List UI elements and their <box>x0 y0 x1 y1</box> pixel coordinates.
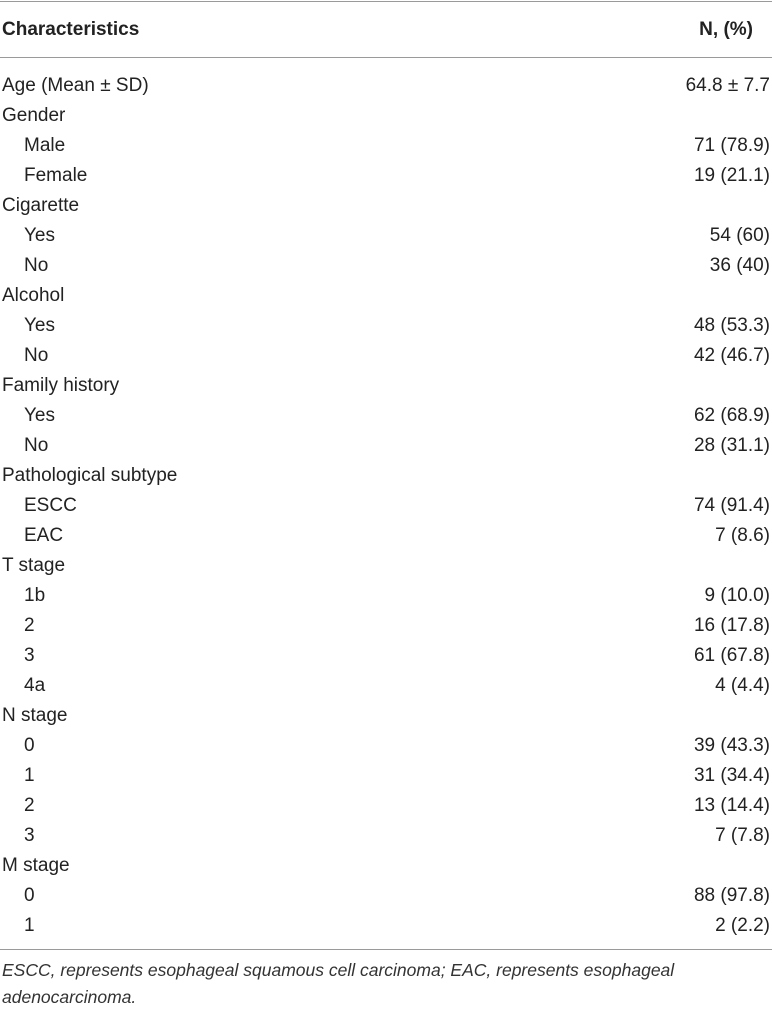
row-label: Age (Mean ± SD) <box>2 75 149 96</box>
row-value: 74 (91.4) <box>693 495 770 516</box>
table-row-category <box>0 71 772 101</box>
table-row-subitem <box>0 431 772 461</box>
row-value: 39 (43.3) <box>693 735 770 756</box>
row-label: Male <box>24 135 66 156</box>
row-label: 4a <box>24 675 46 696</box>
row-value: 19 (21.1) <box>693 165 770 186</box>
row-label: T stage <box>2 555 66 576</box>
row-label: Alcohol <box>2 285 65 306</box>
row-label: N stage <box>2 705 68 726</box>
table-row-subitem <box>0 161 772 191</box>
row-value: 13 (14.4) <box>693 795 770 816</box>
row-label: No <box>24 255 49 276</box>
row-label: Female <box>24 165 88 186</box>
table-row-category <box>0 461 772 491</box>
table-row-subitem <box>0 521 772 551</box>
table-row-category <box>0 191 772 221</box>
row-value: 4 (4.4) <box>715 675 770 696</box>
row-value: 64.8 ± 7.7 <box>685 75 770 96</box>
table-row-category <box>0 101 772 131</box>
table-row-subitem <box>0 311 772 341</box>
row-value: 62 (68.9) <box>693 405 770 426</box>
row-label: Yes <box>24 315 55 336</box>
row-label: 2 <box>24 615 35 636</box>
table-row-category <box>0 701 772 731</box>
row-value: 31 (34.4) <box>693 765 770 786</box>
table-row-subitem <box>0 611 772 641</box>
table-row-subitem <box>0 911 772 941</box>
table-row-subitem <box>0 131 772 161</box>
table-body <box>0 58 772 949</box>
table-footnote: ESCC, represents esophageal squamous cell carcinoma; EAC, represents esophageal adenocarcinoma. <box>2 960 675 1007</box>
row-label: M stage <box>2 855 70 876</box>
row-value: 88 (97.8) <box>693 885 770 906</box>
row-label: 0 <box>24 885 35 906</box>
row-label: 0 <box>24 735 35 756</box>
row-value: 2 (2.2) <box>715 915 770 936</box>
characteristics-table <box>0 1 772 1011</box>
table-row-category <box>0 281 772 311</box>
row-value: 48 (53.3) <box>693 315 770 336</box>
table-row-subitem <box>0 821 772 851</box>
table-row-category <box>0 371 772 401</box>
row-value: 16 (17.8) <box>693 615 770 636</box>
row-label: 2 <box>24 795 35 816</box>
row-label: 1 <box>24 915 35 936</box>
table-row-subitem <box>0 341 772 371</box>
row-label: Yes <box>24 405 55 426</box>
row-value: 36 (40) <box>709 255 770 276</box>
row-value: 7 (7.8) <box>715 825 770 846</box>
table-row-subitem <box>0 731 772 761</box>
table-row-category <box>0 851 772 881</box>
table-row-subitem <box>0 881 772 911</box>
table-row-category <box>0 551 772 581</box>
row-label: Yes <box>24 225 55 246</box>
table-row-subitem <box>0 761 772 791</box>
table-row-subitem <box>0 581 772 611</box>
row-value: 61 (67.8) <box>693 645 770 666</box>
row-value: 42 (46.7) <box>693 345 770 366</box>
row-label: 3 <box>24 645 35 666</box>
row-label: 3 <box>24 825 35 846</box>
table-row-subitem <box>0 641 772 671</box>
row-value: 71 (78.9) <box>693 135 770 156</box>
row-label: No <box>24 345 49 366</box>
row-value: 28 (31.1) <box>693 435 770 456</box>
row-label: 1 <box>24 765 35 786</box>
row-label: Pathological subtype <box>2 465 178 486</box>
row-label: No <box>24 435 49 456</box>
row-label: Gender <box>2 105 66 126</box>
table-row-subitem <box>0 401 772 431</box>
table-row-subitem <box>0 251 772 281</box>
row-label: EAC <box>24 525 64 546</box>
row-value: 7 (8.6) <box>715 525 770 546</box>
table-row-subitem <box>0 221 772 251</box>
table-row-subitem <box>0 491 772 521</box>
header-characteristics: Characteristics <box>2 18 140 40</box>
row-label: ESCC <box>24 495 77 516</box>
table-header-row <box>0 2 772 57</box>
table-row-subitem <box>0 671 772 701</box>
table-row-subitem <box>0 791 772 821</box>
row-label: Cigarette <box>2 195 80 216</box>
row-value: 9 (10.0) <box>704 585 770 606</box>
row-value: 54 (60) <box>709 225 770 246</box>
header-n-percent: N, (%) <box>699 18 753 40</box>
row-label: 1b <box>24 585 46 606</box>
row-label: Family history <box>2 375 120 396</box>
